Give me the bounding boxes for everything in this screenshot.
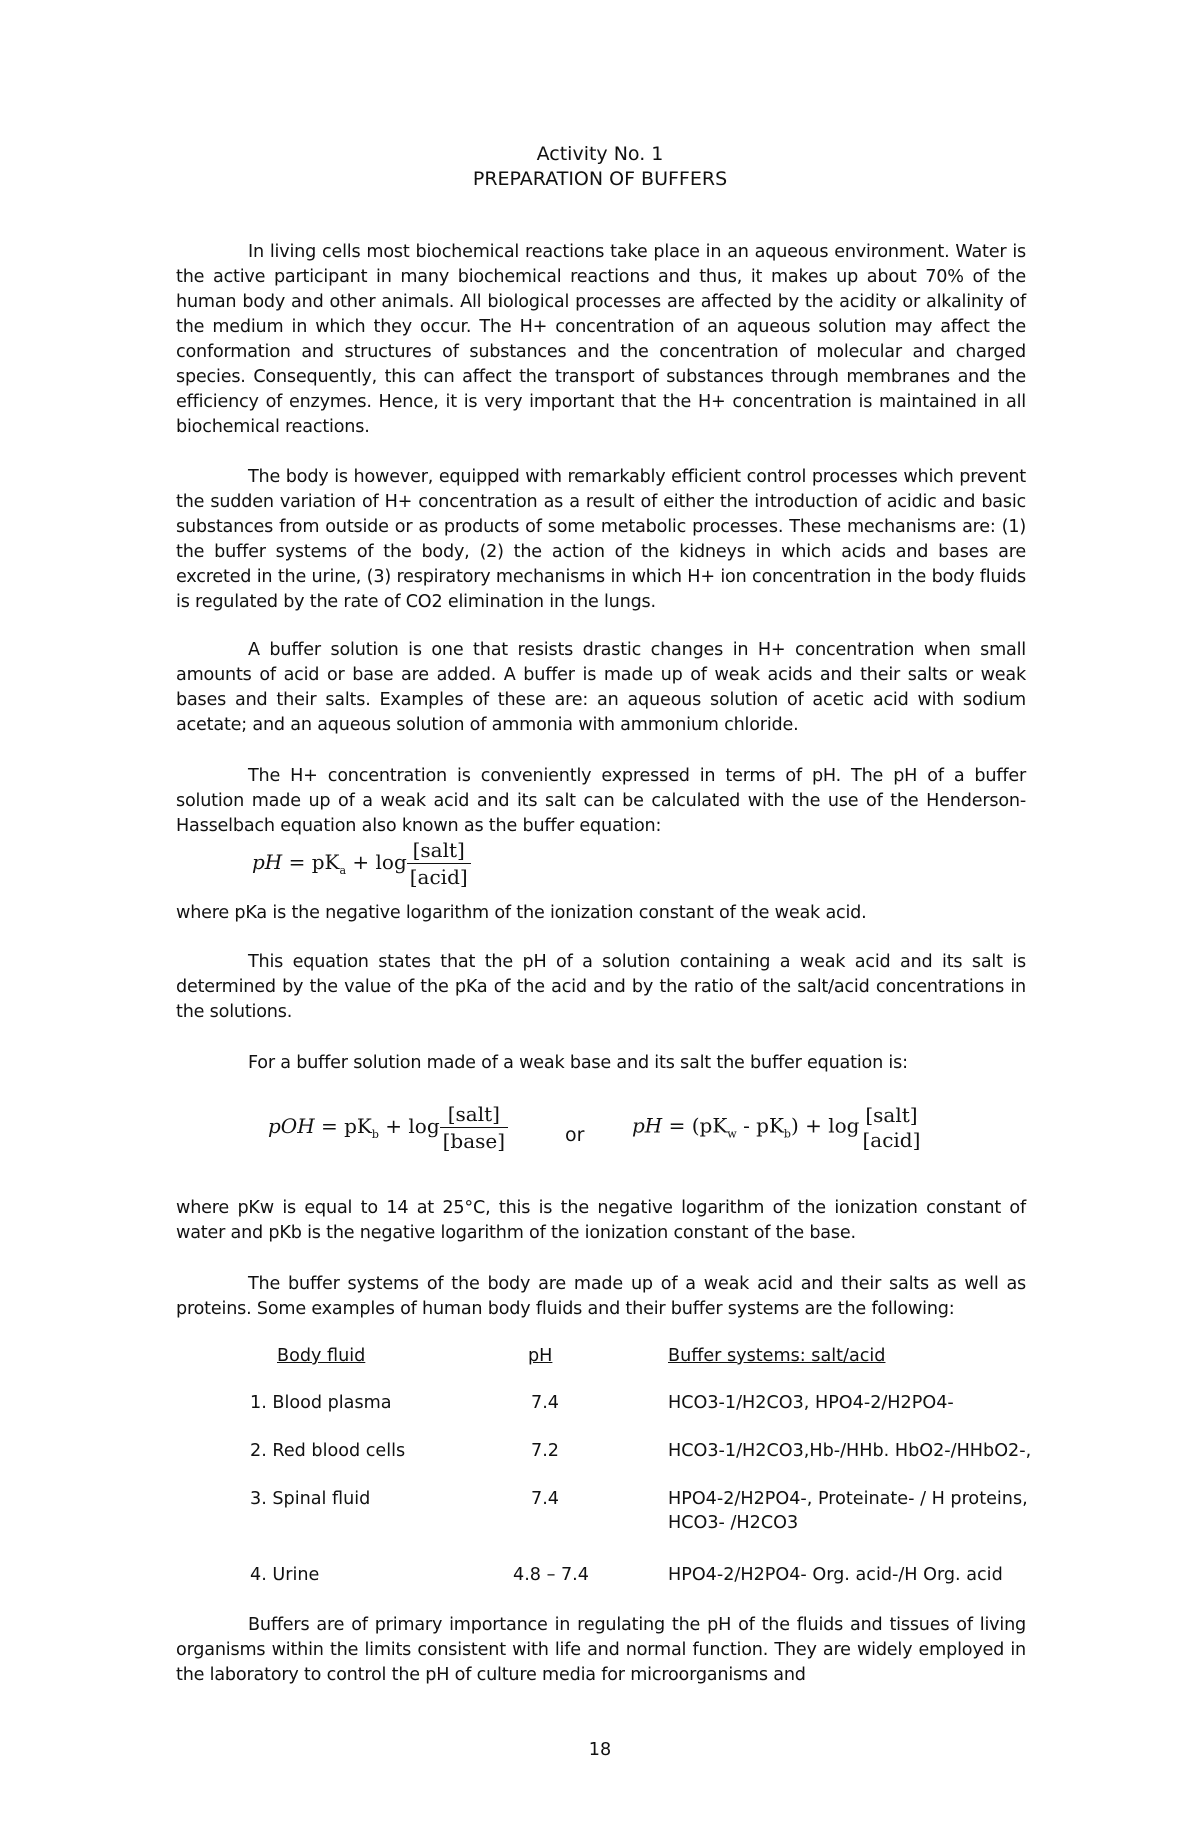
table-row-2-ph: 7.2 bbox=[531, 1441, 559, 1461]
table-row-1-buffer: HCO3-1/H2CO3, HPO4-2/H2PO4- bbox=[668, 1393, 954, 1413]
table-row-3-fluid: 3. Spinal fluid bbox=[250, 1489, 371, 1509]
table-header-body-fluid: Body fluid bbox=[277, 1346, 366, 1366]
table-row-3-ph: 7.4 bbox=[531, 1489, 559, 1509]
poh-buffer-equation: pOH = $pK_b + \log$ $\frac{\text{[salt]}}{\text{[base]}}$ bbox=[268, 1102, 508, 1153]
table-row-4-buffer: HPO4-2/H2PO4- Org. acid-/H Org. acid bbox=[668, 1565, 1003, 1585]
table-header-buffer-systems: Buffer systems: salt/acid bbox=[668, 1346, 886, 1366]
paragraph-3: A buffer solution is one that resists drastic changes in H+ concentration when small amounts of acid or base are added. A buffer is made up of weak acids and their salts or weak bases and their salts. Examples of these are: an aqueous solution of acetic acid with sodium acetate; and an aqueous solution of ammonia with ammonium chloride. bbox=[176, 640, 1026, 735]
table-header-ph: pH bbox=[528, 1346, 553, 1366]
paragraph-6: This equation states that the pH of a solution containing a weak acid and its salt is determined by the value of the pKa of the acid and by the ratio of the salt/acid concentrations in the solutions. bbox=[176, 952, 1026, 1022]
table-row-4-fluid: 4. Urine bbox=[250, 1565, 320, 1585]
table-row-4-ph: 4.8 – 7.4 bbox=[513, 1565, 589, 1585]
paragraph-4: The H+ concentration is conveniently expressed in terms of pH. The pH of a buffer solution made up of a weak acid and its salt can be calculated with the use of the Henderson-Hasselbach equation also known as the buffer equation: bbox=[176, 766, 1026, 836]
table-row-3-buffer: HPO4-2/H2PO4-, Proteinate- / H proteins, bbox=[668, 1489, 1028, 1509]
paragraph-1: In living cells most biochemical reactions take place in an aqueous environment. Water is the active participant in many biochemical reactions and thus, it makes up about 70% of the human body and other animals. All biological processes are affected by the acidity or alkalinity of the medium in which they occur. The H+ concentration of an aqueous solution may affect the conformation and structures of substances and the concentration of molecular and charged species. Consequently, this can affect the transport of substances through membranes and the efficiency of enzymes. Hence, it is very important that the H+ concentration is maintained in all biochemical reactions. bbox=[176, 242, 1026, 437]
equation-or: or bbox=[565, 1124, 585, 1146]
activity-number: Activity No. 1 bbox=[536, 143, 664, 165]
table-row-2-buffer: HCO3-1/H2CO3,Hb-/HHb. HbO2-/HHbO2-, bbox=[668, 1441, 1032, 1461]
table-row-2-fluid: 2. Red blood cells bbox=[250, 1441, 406, 1461]
page-title: PREPARATION OF BUFFERS bbox=[472, 168, 728, 190]
paragraph-7: For a buffer solution made of a weak base and its salt the buffer equation is: bbox=[248, 1053, 908, 1073]
paragraph-2: The body is however, equipped with remarkably efficient control processes which prevent the sudden variation of H+ concentration as a result of either the introduction of acidic and basic substances from outside or as products of some metabolic processes. These mechanisms are: (1) the buffer systems of the body, (2) the action of the kidneys in which acids and bases are excreted in the urine, (3) respiratory mechanisms in which H+ ion concentration in the body fluids is regulated by the rate of CO2 elimination in the lungs. bbox=[176, 467, 1026, 612]
table-row-3-buffer-line2: HCO3- /H2CO3 bbox=[668, 1513, 799, 1533]
ph-base-buffer-equation: pH = $(pK_w - pK_b) + \log$ [salt] [acid] bbox=[632, 1103, 921, 1152]
paragraph-10: Buffers are of primary importance in regulating the pH of the fluids and tissues of living organisms within the limits consistent with life and normal function. They are widely employed in the laboratory to control the pH of culture media for microorganisms and bbox=[176, 1615, 1026, 1685]
page-number: 18 bbox=[588, 1740, 612, 1760]
paragraph-5: where pKa is the negative logarithm of the ionization constant of the weak acid. bbox=[176, 903, 867, 923]
table-row-1-ph: 7.4 bbox=[531, 1393, 559, 1413]
paragraph-9: The buffer systems of the body are made up of a weak acid and their salts as well as proteins. Some examples of human body fluids and their buffer systems are the following: bbox=[176, 1274, 1026, 1319]
henderson-hasselbach-equation: pH = $pK_a + \log$ $\frac{\text{[salt]}}{\text{[acid]}}$ bbox=[252, 838, 471, 889]
paragraph-8: where pKw is equal to 14 at 25°C, this is the negative logarithm of the ionization constant of water and pKb is the negative logarithm of the ionization constant of the base. bbox=[176, 1198, 1026, 1243]
table-row-1-fluid: 1. Blood plasma bbox=[250, 1393, 392, 1413]
